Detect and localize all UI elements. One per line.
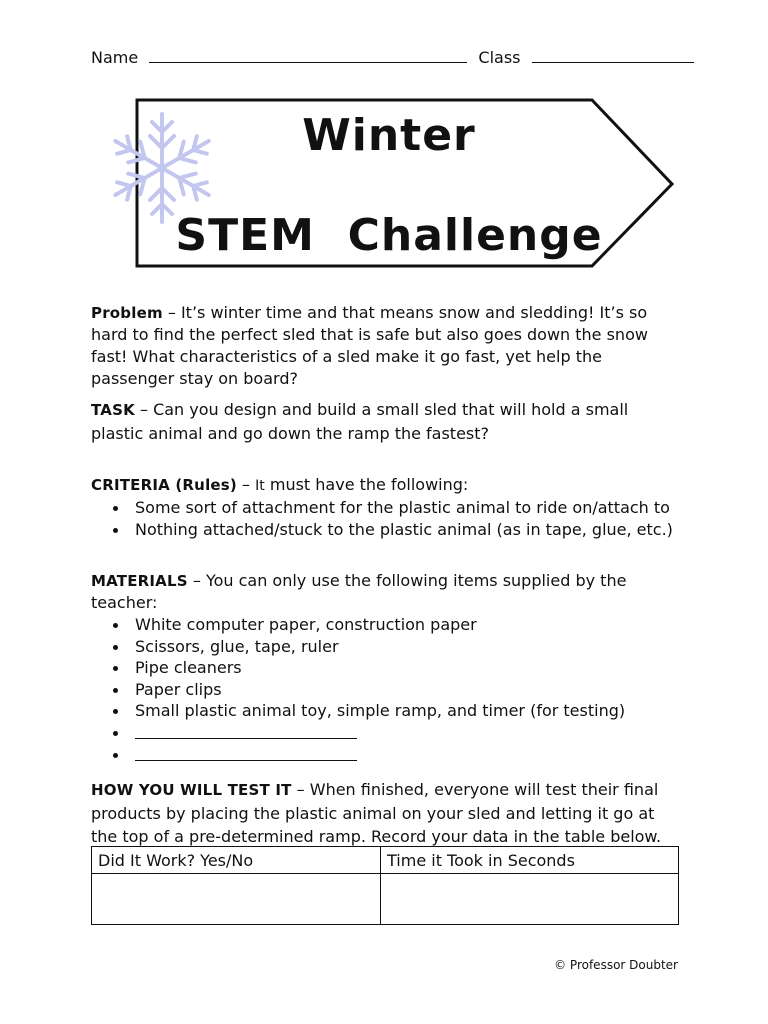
criteria-section [91, 474, 681, 540]
table-header-row [92, 847, 679, 874]
problem-text: – It’s winter time and that means snow and sledding! It’s so hard to find the perfect sled that is safe but also goes down the snow fast! What characteristics of a sled make it go fast, yet help the passenger stay on board? [91, 303, 648, 388]
materials-blank-line[interactable] [135, 722, 357, 739]
test-label: HOW YOU WILL TEST IT [91, 781, 292, 799]
criteria-it: It [255, 478, 265, 494]
materials-item: Small plastic animal toy, simple ramp, and timer (for testing) [91, 700, 681, 722]
task-section [91, 398, 681, 446]
criteria-item: Some sort of attachment for the plastic animal to ride on/attach to [91, 497, 681, 519]
test-section [91, 778, 681, 848]
name-blank-line[interactable] [149, 46, 467, 63]
materials-blank-item [91, 744, 681, 767]
criteria-label: CRITERIA (Rules) [91, 476, 237, 494]
materials-section [91, 570, 681, 767]
criteria-list [91, 497, 681, 540]
did-it-work-cell[interactable] [92, 874, 381, 925]
task-text: – Can you design and build a small sled that will hold a small plastic animal and go down the ramp the fastest? [91, 400, 629, 443]
criteria-text: must have the following: [264, 475, 469, 494]
table-row [92, 874, 679, 925]
materials-blank-item [91, 722, 681, 745]
table-header-cell: Time it Took in Seconds [381, 847, 679, 874]
task-label: TASK [91, 401, 135, 419]
time-cell[interactable] [381, 874, 679, 925]
problem-label: Problem [91, 304, 163, 322]
materials-item: Pipe cleaners [91, 657, 681, 679]
class-label: Class [478, 48, 521, 67]
materials-label: MATERIALS [91, 572, 188, 590]
materials-text: – You can only use the following items supplied by the teacher: [91, 571, 627, 612]
class-blank-line[interactable] [532, 46, 694, 63]
criteria-item: Nothing attached/stuck to the plastic animal (as in tape, glue, etc.) [91, 519, 681, 541]
materials-list [91, 614, 681, 767]
problem-section [91, 302, 681, 390]
materials-item: Paper clips [91, 679, 681, 701]
table-header-cell: Did It Work? Yes/No [92, 847, 381, 874]
name-label: Name [91, 48, 139, 67]
materials-item: White computer paper, construction paper [91, 614, 681, 636]
name-class-row [91, 46, 694, 70]
banner-title-stem-challenge: STEM Challenge [175, 210, 603, 261]
title-banner [104, 96, 684, 272]
criteria-dash: – [236, 475, 256, 494]
materials-item: Scissors, glue, tape, ruler [91, 636, 681, 658]
test-text: – When finished, everyone will test their final products by placing the plastic animal on your sled and letting it go at the top of a pre-determined ramp. Record your data in the table below. [91, 780, 662, 846]
materials-blank-line[interactable] [135, 744, 357, 761]
results-table [91, 846, 679, 925]
copyright-footer: © Professor Doubter [554, 958, 678, 972]
banner-title-winter: Winter [302, 110, 476, 161]
